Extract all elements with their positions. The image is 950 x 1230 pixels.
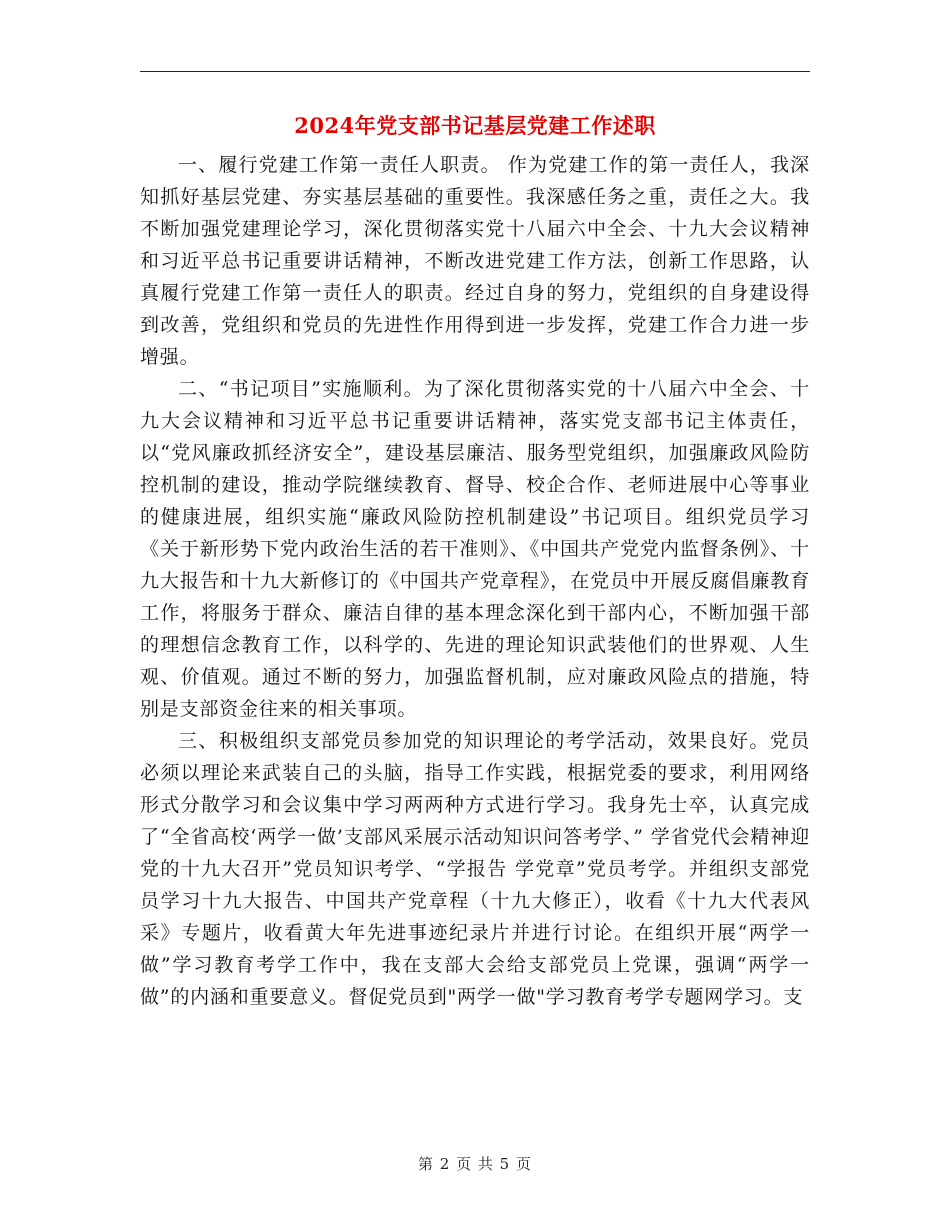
document-title: 2024年党支部书记基层党建工作述职 bbox=[294, 113, 656, 138]
header-rule bbox=[140, 71, 810, 72]
paragraph-2: 二、“书记项目”实施顺利。为了深化贯彻落实党的十八届六中全会、十九大会议精神和习近平总书记重要讲话精神，落实党支部书记主体责任，以“党风廉政抓经济安全”，建设基层廉洁、服务型党组织，加强廉政风险防控机制的建设，推动学院继续教育、督导、校企合作、老师进展中心等事业的健康进展，组织实施“廉政风险防控机制建设”书记项目。组织党员学习《关于新形势下党内政治生活的若干准则》、《中国共产党党内监督条例》、十九大报告和十九大新修订的《中国共产党章程》，在党员中开展反腐倡廉教育工作，将服务于群众、廉洁自律的基本理念深化到干部内心，不断加强干部的理想信念教育工作，以科学的、先进的理论知识武装他们的世界观、人生观、价值观。通过不断的努力，加强监督机制，应对廉政风险点的措施，特别是支部资金往来的相关事项。 bbox=[140, 378, 810, 720]
paragraph-3: 三、积极组织支部党员参加党的知识理论的考学活动，效果良好。党员必须以理论来武装自己的头脑，指导工作实践，根据党委的要求，利用网络形式分散学习和会议集中学习两两种方式进行学习。我身先士卒，认真完成了“全省高校‘两学一做’支部风采展示活动知识问答考学、” 学省党代会精神迎党的十九大召开”党员知识考学、“学报告 学党章”党员考学。并组织支部党员学习十九大报告、中国共产党章程（十九大修正），收看《十九大代表风采》专题片，收看黄大年先进事迹纪录片并进行讨论。在组织开展“两学一做”学习教育考学工作中，我在支部大会给支部党员上党课，强调“两学一做”的内涵和重要意义。督促党员到"两学一做"学习教育考学专题网学习。支 bbox=[140, 730, 810, 1008]
document-body bbox=[140, 149, 810, 1013]
paragraph-1: 一、履行党建工作第一责任人职责。 作为党建工作的第一责任人，我深知抓好基层党建、夯实基层基础的重要性。我深感任务之重，责任之大。我不断加强党建理论学习，深化贯彻落实党十八届六中全会、十九大会议精神和习近平总书记重要讲话精神，不断改进党建工作方法，创新工作思路，认真履行党建工作第一责任人的职责。经过自身的努力，党组织的自身建设得到改善，党组织和党员的先进性作用得到进一步发挥，党建工作合力进一步增强。 bbox=[140, 154, 810, 368]
page-number-footer: 第 2 页 共 5 页 bbox=[418, 1155, 532, 1173]
